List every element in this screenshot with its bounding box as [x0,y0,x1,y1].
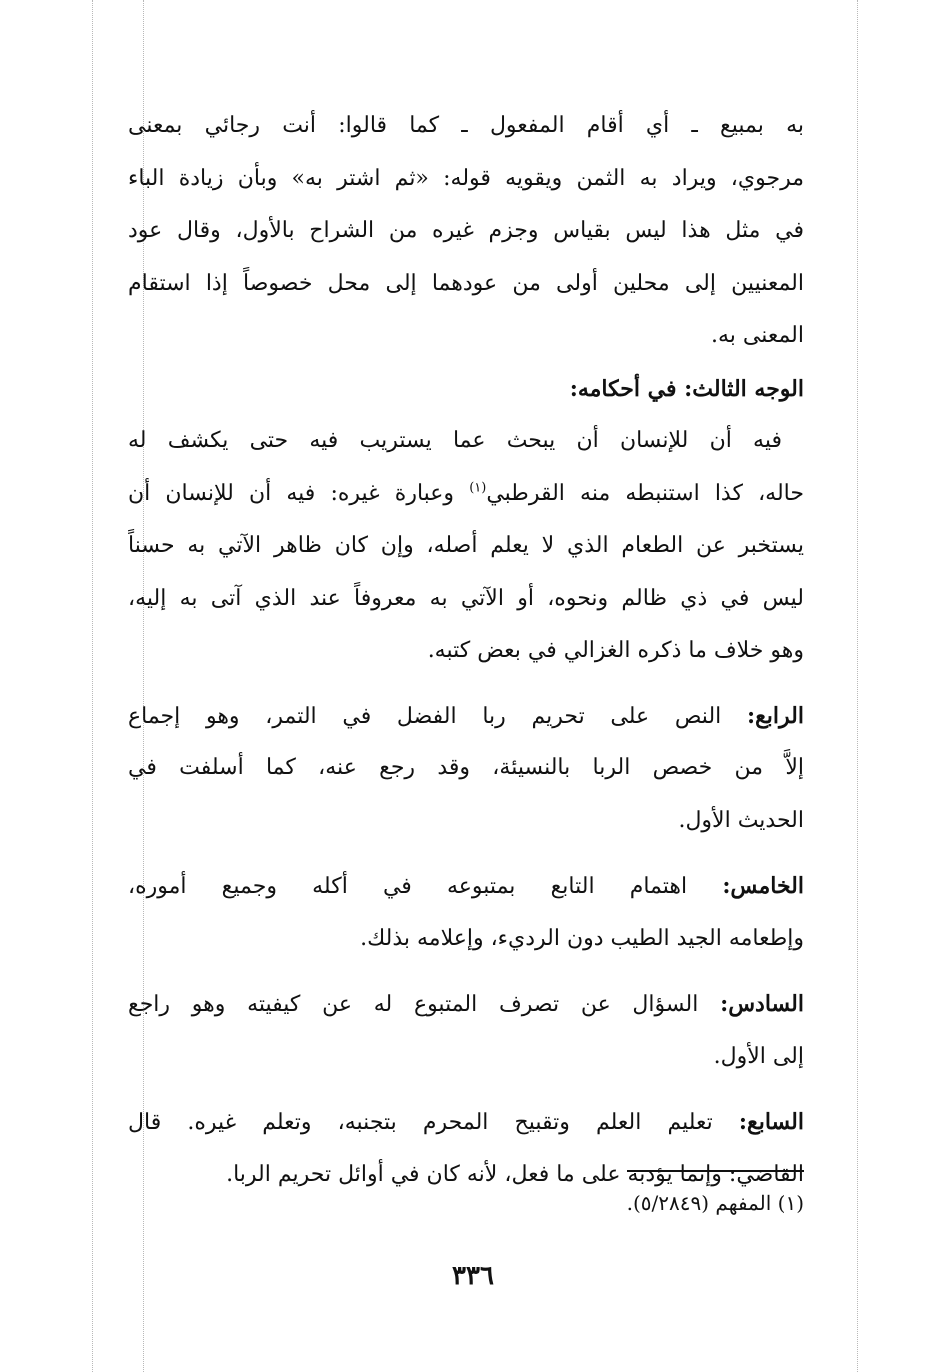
text-line: القاضي: وإنما يؤدبه على ما فعل، لأنه كان في أوائل تحريم الربا. [226,1161,804,1187]
text-line: الحديث الأول. [678,807,804,833]
scan-margin-line [92,0,93,1372]
section-heading: الوجه الثالث: في أحكامه: [569,375,804,402]
numbered-item-line [128,690,804,743]
page-number: ٣٣٦ [452,1261,494,1291]
text-segment: اهتمام التابع بمتبوعه في أكله وجميع أموره، [128,874,723,899]
text-line: إلاَّ من خصص الربا بالنسيئة، وقد رجع عنه، كما أسلفت في [128,755,804,780]
item-label: الخامس: [722,873,804,899]
text-line: وهو خلاف ما ذكره الغزالي في بعض كتبه. [427,638,804,663]
numbered-item-line [128,1096,804,1149]
item-label: الرابع: [746,702,804,729]
text-line: مرجوي، ويراد به الثمن ويقويه قوله: «ثم اشتر به» وبأن زيادة الباء [128,165,804,191]
text-line: وإطعامه الجيد الطيب دون الرديء، وإعلامه بذلك. [360,925,804,951]
text-line: إلى الأول. [713,1043,804,1069]
text-line-with-footnote [128,468,804,521]
text-line: فيه أن للإنسان أن يبحث عما يستريب فيه حتى يكشف له [128,428,782,453]
text-line: في مثل هذا ليس بقياس وجزم غيره من الشراح بالأول، وقال عود [128,218,804,243]
footnote-divider [627,1170,804,1172]
footnote-marker: (١) [469,480,487,496]
text-segment: حاله، كذا استنبطه منه القرطبي [486,480,804,506]
text-segment: تعليم العلم وتقبيح المحرم بتجنبه، وتعلم غيره. قال [128,1110,739,1135]
scan-margin-line [857,0,858,1372]
item-label: السادس: [720,991,804,1017]
footnote: (١) المفهم (٥/٢٨٤٩). [626,1191,804,1215]
text-segment: وعبارة غيره: فيه أن للإنسان أن [128,480,470,506]
text-line: به بمبيع ـ أي أقام المفعول ـ كما قالوا: أنت رجائي بمعنى [128,113,804,138]
text-segment: النص على تحريم ربا الفضل في التمر، وهو إجماع [128,703,747,729]
text-line: ليس في ذي ظالم ونحوه، أو الآتي به معروفاً عند الذي آتى به إليه، [128,585,804,611]
numbered-item-line [128,978,804,1031]
text-line: المعنيين إلى محلين أولى من عودهما إلى محل خصوصاً إذا استقام [128,270,804,296]
text-line: يستخبر عن الطعام الذي لا يعلم أصله، وإن كان ظاهر الآتي به حسناً [128,533,804,558]
numbered-item-line [128,860,804,913]
item-label: السابع: [738,1109,804,1135]
main-text [128,100,804,1201]
text-segment: السؤال عن تصرف المتبوع له عن كيفيته وهو راجع [128,992,721,1017]
text-line: المعنى به. [710,323,804,348]
